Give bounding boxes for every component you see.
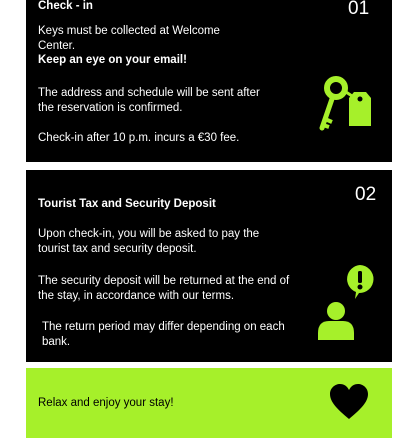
check-in-title: Check - in	[38, 0, 93, 12]
relax-card	[26, 368, 392, 438]
step-number-02: 02	[355, 184, 377, 205]
tourist-tax-card	[26, 170, 392, 362]
email-reminder: Keep an eye on your email!	[38, 54, 187, 66]
deposit-return-text: The security deposit will be returned at the end of the stay, in accordance with our terms.	[38, 275, 290, 302]
keys-with-tag-icon	[314, 76, 378, 138]
check-in-keys-text: Keys must be collected at Welcome Center. Keep an eye on your email!	[38, 25, 220, 66]
step-number-01: 01	[348, 0, 370, 19]
check-in-fee-text: Check-in after 10 p.m. incurs a €30 fee.	[38, 132, 240, 144]
check-in-card	[26, 0, 392, 162]
return-period-text: The return period may differ depending on each bank.	[42, 321, 285, 348]
tourist-tax-payment-text: Upon check-in, you will be asked to pay the tourist tax and security deposit.	[38, 228, 260, 255]
heart-icon	[329, 383, 369, 421]
relax-text: Relax and enjoy your stay!	[38, 397, 174, 409]
tourist-tax-title: Tourist Tax and Security Deposit	[38, 198, 216, 210]
check-in-address-text: The address and schedule will be sent after the reservation is confirmed.	[38, 87, 260, 114]
person-alert-icon	[315, 263, 377, 343]
